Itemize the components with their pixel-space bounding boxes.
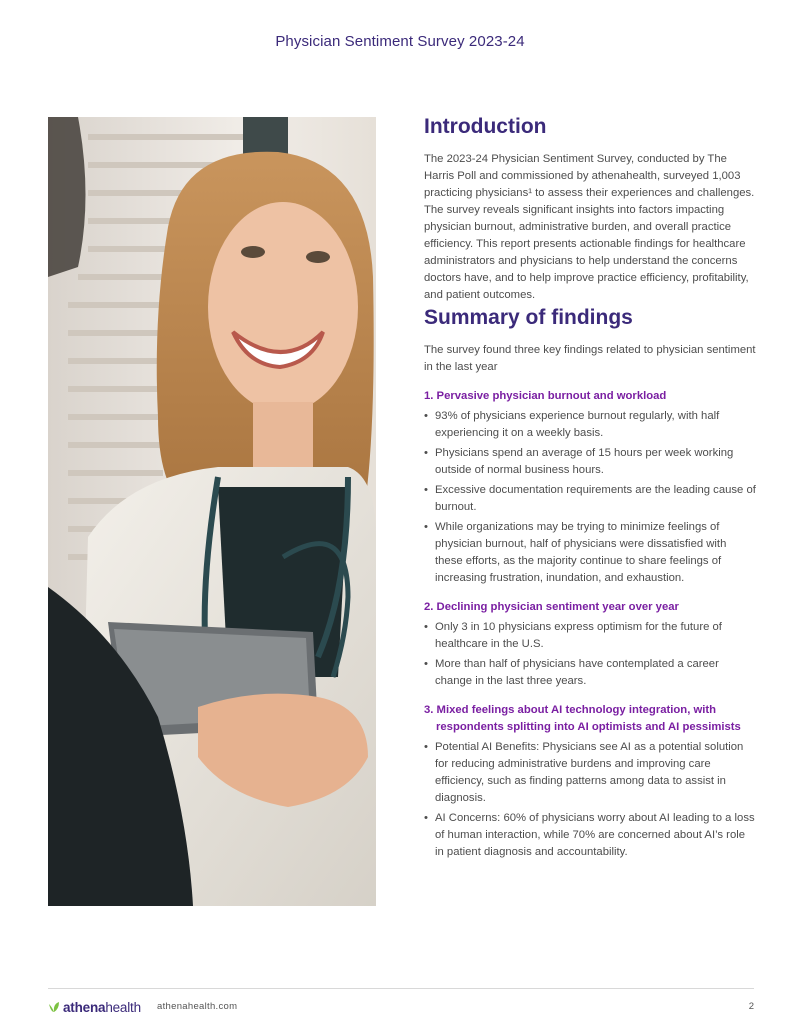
physician-photo — [48, 117, 376, 906]
finding-title: 1. Pervasive physician burnout and workload — [424, 390, 667, 402]
summary-intro: The survey found three key findings related to physician sentiment in the last year — [424, 344, 756, 373]
bullet-text: Only 3 in 10 physicians express optimism for the future of healthcare in the U.S. — [435, 621, 722, 650]
finding-bullet-item — [424, 619, 756, 653]
finding-bullet-item — [424, 445, 756, 479]
bullet-text: AI Concerns: 60% of physicians worry about AI leading to a loss of human interaction, while 70% are concerned about AI’s role in patient diagnosis and accountability. — [435, 812, 755, 858]
finding-block — [424, 388, 756, 587]
bullet-dot-icon: • — [424, 484, 428, 496]
finding-bullets — [424, 739, 756, 861]
bullet-text: More than half of physicians have contemplated a career change in the last three years. — [435, 658, 719, 687]
finding-bullet-item — [424, 810, 756, 861]
introduction-body: The 2023-24 Physician Sentiment Survey, conducted by The Harris Poll and commissioned by athenahealth, surveyed 1,003 practicing physicians¹ to assess their experiences and challenges. The survey reveals significant insights into factors impacting physician burnout, administrative burden, and overall practice efficiency. This report presents actionable findings for healthcare administrators and physicians to help understand the concerns doctors have, and to help improve practice efficiency, profitability, and patient outcomes. — [424, 153, 755, 301]
finding-block — [424, 702, 756, 861]
logo-text-light: health — [105, 999, 141, 1015]
bullet-text: 93% of physicians experience burnout regularly, with half experiencing it on a weekly basis. — [435, 410, 720, 439]
bullet-text: Excessive documentation requirements are the leading cause of burnout. — [435, 484, 756, 513]
bullet-dot-icon: • — [424, 658, 428, 670]
bullet-dot-icon: • — [424, 447, 428, 459]
finding-title: 2. Declining physician sentiment year over year — [424, 601, 679, 613]
findings-list — [424, 388, 756, 861]
leaf-icon — [48, 1001, 60, 1013]
introduction-heading: Introduction — [424, 115, 547, 138]
footer-divider — [48, 988, 754, 989]
bullet-dot-icon: • — [424, 812, 428, 824]
logo-text-bold: athena — [63, 999, 106, 1015]
summary-heading: Summary of findings — [424, 306, 633, 329]
footer-url[interactable]: athenahealth.com — [157, 1001, 238, 1012]
finding-bullets — [424, 619, 756, 690]
athenahealth-logo — [48, 998, 141, 1016]
finding-bullets — [424, 408, 756, 587]
bullet-dot-icon: • — [424, 741, 428, 753]
finding-bullet-item — [424, 519, 756, 587]
bullet-dot-icon: • — [424, 410, 428, 422]
document-header-title: Physician Sentiment Survey 2023-24 — [275, 33, 525, 50]
bullet-dot-icon: • — [424, 521, 428, 533]
finding-bullet-item — [424, 482, 756, 516]
bullet-dot-icon: • — [424, 621, 428, 633]
page-number: 2 — [748, 1001, 754, 1012]
finding-bullet-item — [424, 656, 756, 690]
finding-bullet-item — [424, 739, 756, 807]
bullet-text: Potential AI Benefits: Physicians see AI as a potential solution for reducing administrative burdens and improving care efficiency, such as finding patterns among data to assist in diagnosis. — [435, 741, 744, 804]
main-content — [424, 113, 756, 864]
finding-bullet-item — [424, 408, 756, 442]
bullet-text: Physicians spend an average of 15 hours per week working outside of normal business hours. — [435, 447, 734, 476]
bullet-text: While organizations may be trying to minimize feelings of physician burnout, half of physicians were dissatisfied with these efforts, as the majority continue to share feelings of increasing frustration, inundation, and exhaustion. — [435, 521, 727, 584]
finding-title: 3. Mixed feelings about AI technology integration, with respondents splitting into AI optimists and AI pessimists — [424, 704, 741, 733]
finding-block — [424, 599, 756, 690]
